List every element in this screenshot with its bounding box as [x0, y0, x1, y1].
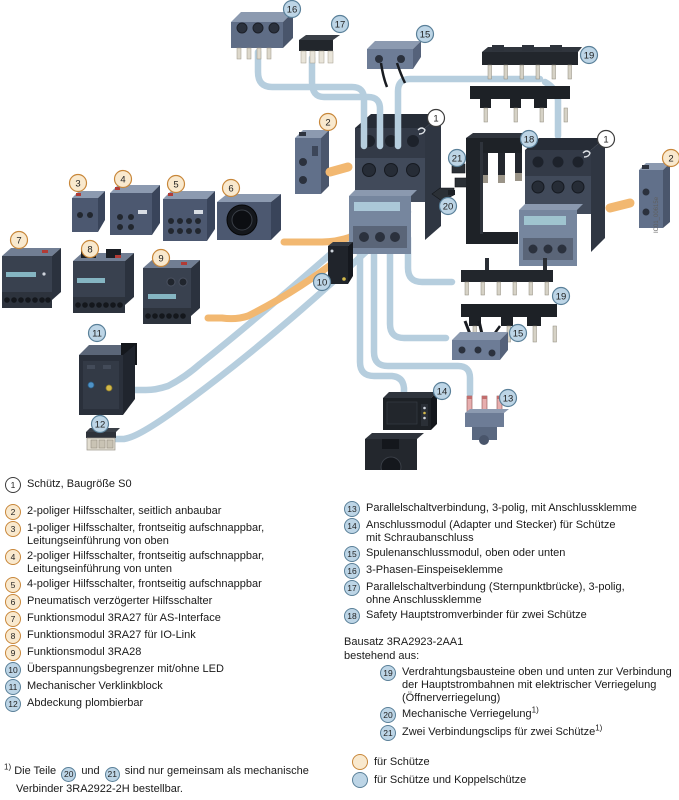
legend-circle-15: 15 — [344, 546, 360, 562]
blue-key-circle — [352, 772, 368, 788]
legend-text: 2-poliger Hilfsschalter, seitlich anbaubar — [27, 505, 222, 517]
legend-item-16 — [344, 564, 676, 579]
svg-text:5: 5 — [173, 179, 179, 191]
callout-16 — [284, 1, 301, 18]
kit-items — [380, 666, 676, 741]
legend-text: Safety Hauptstromverbinder für zwei Schütze — [366, 609, 587, 621]
part-15-coil-module-bottom — [452, 321, 508, 360]
legend-circle-3: 3 — [5, 521, 21, 537]
svg-text:9: 9 — [158, 253, 164, 265]
svg-text:7: 7 — [16, 235, 22, 247]
color-key — [352, 755, 676, 788]
callout-12 — [92, 416, 109, 433]
svg-text:4: 4 — [120, 174, 126, 186]
legend-text: Zwei Verbindungsclips für zwei Schütze — [402, 726, 596, 738]
part-14-adapter-socket — [365, 433, 424, 470]
legend-item-13 — [344, 502, 676, 517]
legend-text: 1-poliger Hilfsschalter, frontseitig aufschnappbar, — [27, 522, 265, 534]
legend-item-2 — [5, 505, 339, 520]
legend-circle-9: 9 — [5, 645, 21, 661]
legend-item-7 — [5, 612, 339, 627]
legend-circle-18: 18 — [344, 608, 360, 624]
legend-item-20 — [380, 705, 676, 723]
legend-text: Verdrahtungsbausteine oben und unten zur Verbindung — [402, 666, 672, 678]
part-4-aux-2pole — [110, 185, 160, 235]
legend-circle-11: 11 — [5, 679, 21, 695]
orange-bar-left — [330, 167, 348, 172]
callout-4 — [115, 171, 132, 188]
legend-item-6 — [5, 595, 339, 610]
svg-text:2: 2 — [668, 153, 674, 165]
callout-21 — [449, 150, 466, 167]
callout-7 — [11, 232, 28, 249]
footnote-ref: 1) — [595, 723, 603, 733]
legend-item-11 — [5, 680, 339, 695]
footnote-text: Die Teile — [14, 765, 57, 777]
watermark-code: IC01_00615e — [654, 196, 660, 233]
svg-text:18: 18 — [523, 134, 535, 146]
legend-item-21 — [380, 723, 676, 741]
svg-text:15: 15 — [419, 29, 431, 41]
legend-circle-10: 10 — [5, 662, 21, 678]
legend-text: Funktionsmodul 3RA27 für IO-Link — [27, 629, 196, 641]
part-2-aux-switch-left — [295, 130, 329, 194]
svg-text:12: 12 — [94, 419, 106, 431]
legend-circle-1: 1 — [5, 477, 21, 493]
svg-text:17: 17 — [334, 19, 346, 31]
callout-11 — [89, 325, 106, 342]
legend-text: Leitungseinführung von oben — [27, 535, 169, 547]
legend-item-14 — [344, 519, 676, 545]
legend-text: 3-Phasen-Einspeiseklemme — [366, 564, 503, 576]
footnote — [4, 764, 334, 796]
legend-text: Leitungseinführung von unten — [27, 563, 172, 575]
part-9-function-module-3ra28 — [143, 260, 200, 324]
footnote-text: und — [81, 765, 100, 777]
svg-text:1: 1 — [603, 134, 609, 146]
legend-circle-14: 14 — [344, 518, 360, 534]
callout-15-bottom — [510, 325, 527, 342]
legend-circle-21: 21 — [380, 725, 396, 741]
svg-text:1: 1 — [433, 113, 439, 125]
svg-text:11: 11 — [92, 328, 102, 340]
part-7-function-module-asi — [2, 248, 61, 308]
color-key-orange — [352, 755, 676, 770]
svg-text:8: 8 — [87, 244, 93, 256]
part-19-wiring-combs-bottom — [461, 258, 557, 342]
callout-19-top — [581, 47, 598, 64]
callout-19-bottom — [553, 288, 570, 305]
legend-right-column — [344, 502, 676, 791]
svg-text:20: 20 — [442, 201, 454, 213]
callout-20 — [440, 198, 457, 215]
legend-circle-6: 6 — [5, 594, 21, 610]
legend-circle-20-inline: 20 — [61, 767, 76, 782]
footnote-marker: 1) — [4, 762, 12, 772]
legend-text: der Hauptstrombahnen mit elektrischer Verriegelung — [402, 679, 657, 691]
color-key-label: für Schütze und Koppelschütze — [374, 774, 527, 786]
callout-17 — [332, 16, 349, 33]
legend-item-18 — [344, 609, 676, 624]
footnote-text: sind nur gemeinsam als mechanische — [124, 765, 309, 777]
callout-8 — [82, 241, 99, 258]
legend-text: Spulenanschlussmodul, oben oder unten — [366, 547, 566, 559]
callout-3 — [70, 175, 87, 192]
legend-item-1 — [5, 478, 339, 493]
callout-2-right — [663, 150, 679, 167]
legend-text: Parallelschaltverbindung, 3-polig, mit Anschlussklemme — [366, 502, 637, 514]
part-5-aux-4pole — [163, 191, 215, 241]
legend-item-4 — [5, 550, 339, 576]
orange-bar-right — [610, 203, 630, 208]
svg-text:16: 16 — [286, 4, 298, 16]
footnote-ref: 1) — [531, 705, 539, 715]
legend-text: 2-poliger Hilfsschalter, frontseitig aufschnappbar, — [27, 550, 265, 562]
legend-circle-5: 5 — [5, 577, 21, 593]
part-17-star-bridge — [299, 35, 340, 63]
callout-14 — [434, 383, 451, 400]
callout-9 — [153, 250, 170, 267]
legend-circle-20: 20 — [380, 707, 396, 723]
legend-circle-19: 19 — [380, 665, 396, 681]
svg-text:13: 13 — [502, 393, 514, 405]
callout-1-right — [598, 131, 615, 148]
legend-item-9 — [5, 646, 339, 661]
part-8-function-module-iolink — [73, 249, 134, 313]
part-21-connection-clips — [452, 164, 468, 187]
callout-13 — [500, 390, 517, 407]
svg-text:10: 10 — [316, 277, 328, 289]
part-contactor-right — [519, 138, 605, 266]
kit-subtitle: bestehend aus: — [344, 650, 420, 662]
legend-circle-4: 4 — [5, 549, 21, 565]
part-3-aux-1pole — [72, 191, 105, 232]
legend-text: Überspannungsbegrenzer mit/ohne LED — [27, 663, 224, 675]
callout-1-left — [428, 110, 445, 127]
part-19-wiring-combs-top — [470, 45, 582, 122]
svg-text:14: 14 — [436, 386, 448, 398]
svg-text:15: 15 — [512, 328, 524, 340]
legend-item-15 — [344, 547, 676, 562]
legend-item-12 — [5, 697, 339, 712]
legend-text: Mechanischer Verklinkblock — [27, 680, 163, 692]
legend-text: Funktionsmodul 3RA28 — [27, 646, 142, 658]
footnote-line-1 — [4, 764, 334, 782]
legend-text: 4-poliger Hilfsschalter, frontseitig aufschnappbar — [27, 578, 262, 590]
svg-text:19: 19 — [555, 291, 567, 303]
part-11-latching-block — [79, 343, 137, 415]
legend-circle-17: 17 — [344, 580, 360, 596]
legend-circle-8: 8 — [5, 628, 21, 644]
kit-title: Bausatz 3RA2923-2AA1 — [344, 636, 464, 648]
legend-text: Abdeckung plombierbar — [27, 697, 144, 709]
footnote-line-2: Verbinder 3RA2922-2H bestellbar. — [16, 782, 183, 795]
svg-text:19: 19 — [583, 50, 595, 62]
legend-circle-16: 16 — [344, 563, 360, 579]
legend-circle-21-inline: 21 — [105, 767, 120, 782]
svg-text:6: 6 — [228, 183, 234, 195]
legend-text: Parallelschaltverbindung (Sternpunktbrücke), 3-polig, — [366, 581, 625, 593]
legend-text: Funktionsmodul 3RA27 für AS-Interface — [27, 612, 221, 624]
callout-6 — [223, 180, 240, 197]
tube-to-19b — [408, 238, 452, 282]
callout-2-left — [320, 114, 337, 131]
legend-text: Mechanische Verriegelung — [402, 708, 532, 720]
legend-item-19 — [380, 666, 676, 705]
legend-item-17 — [344, 581, 676, 607]
callout-15-top — [417, 26, 434, 43]
callout-10 — [314, 274, 331, 291]
orange-key-circle — [352, 754, 368, 770]
legend-item-5 — [5, 578, 339, 593]
legend-text: (Öffnerverriegelung) — [402, 692, 501, 704]
legend-item-10 — [5, 663, 339, 678]
part-10-surge-suppressor — [328, 242, 353, 284]
color-key-label: für Schütze — [374, 756, 430, 768]
color-key-blue — [352, 773, 676, 788]
callout-5 — [168, 176, 185, 193]
legend-item-8 — [5, 629, 339, 644]
legend-circle-12: 12 — [5, 696, 21, 712]
legend-left-column — [5, 478, 339, 714]
part-6-pneumatic-delay — [217, 194, 281, 240]
legend-text: mit Schraubanschluss — [366, 532, 474, 544]
part-14-adapter-module — [383, 392, 437, 430]
legend-text: Pneumatisch verzögerter Hilfsschalter — [27, 595, 213, 607]
legend-text: ohne Anschlussklemme — [366, 594, 482, 606]
legend-circle-2: 2 — [5, 504, 21, 520]
legend-text: Anschlussmodul (Adapter und Stecker) für Schütze — [366, 519, 616, 531]
svg-text:21: 21 — [451, 153, 463, 165]
svg-text:2: 2 — [325, 117, 331, 129]
legend-text: Schütz, Baugröße S0 — [27, 478, 132, 490]
part-16-feed-terminal — [231, 12, 293, 59]
callout-18 — [521, 131, 538, 148]
legend-circle-13: 13 — [344, 501, 360, 517]
legend-item-3 — [5, 522, 339, 548]
svg-text:3: 3 — [75, 178, 81, 190]
legend-circle-7: 7 — [5, 611, 21, 627]
